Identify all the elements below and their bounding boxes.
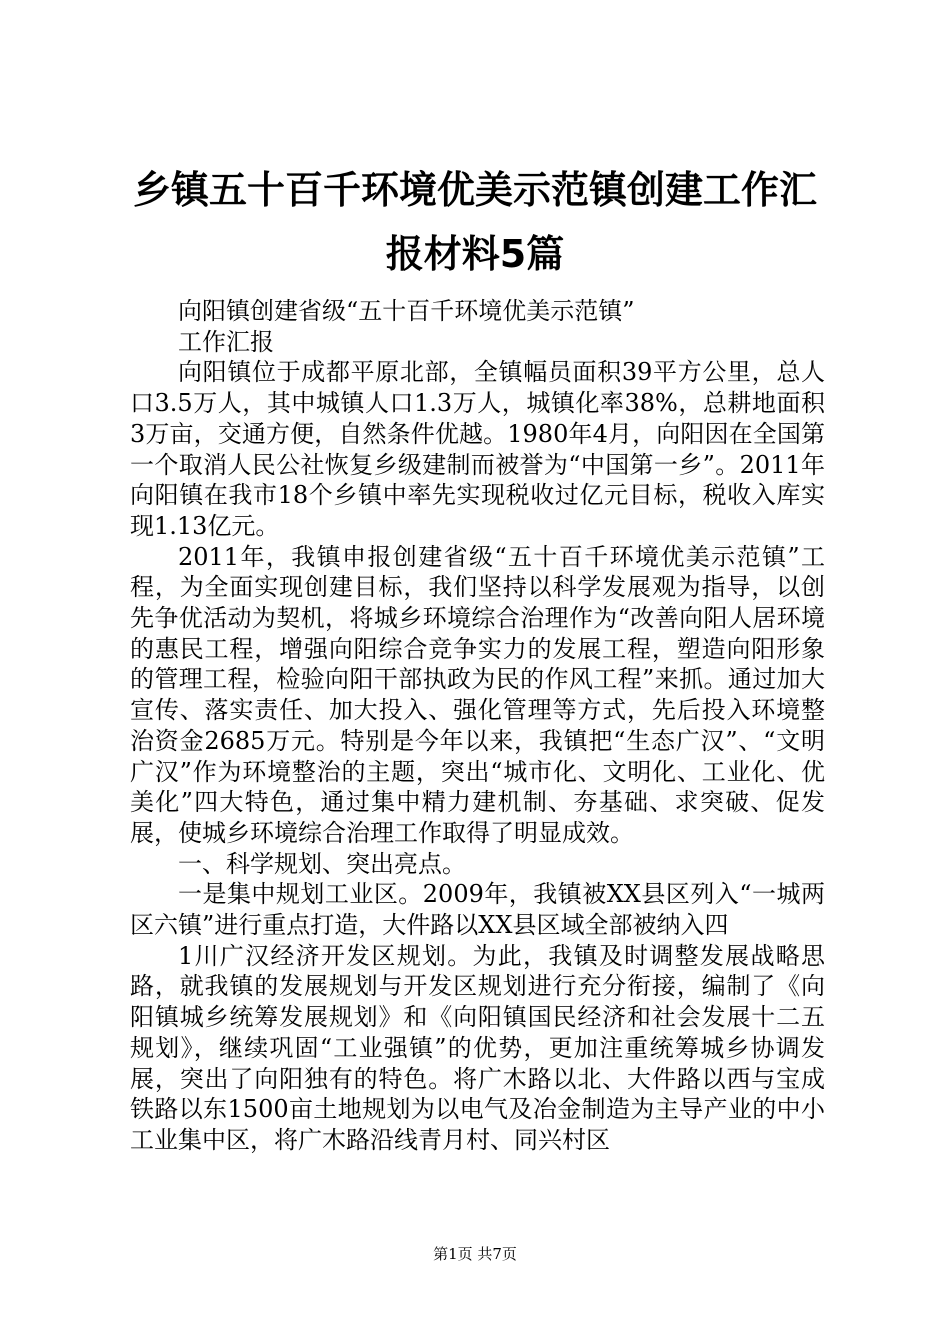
document-body xyxy=(130,296,825,1156)
paragraph-section-one: 一、科学规划、突出亮点。 xyxy=(178,849,466,878)
paragraph-heading-line: 向阳镇创建省级“五十百千环境优美示范镇” xyxy=(178,297,635,325)
paragraph-intro: 向阳镇位于成都平原北部，全镇幅员面积39平方公里，总人口3.5万人，其中城镇人口1.3万人，城镇化率38%，总耕地面积3万亩，交通方便，自然条件优越。1980年4月，向阳因在全国第一个取消人民公社恢复乡级建制而被誉为“中国第一乡”。2011年向阳镇在我市18个乡镇中率先实现税收过亿元目标，税收入库实现1.13亿元。 xyxy=(130,358,825,540)
paragraph-planning: 1川广汉经济开发区规划。为此，我镇及时调整发展战略思路，就我镇的发展规划与开发区规划进行充分衔接，编制了《向阳镇城乡统筹发展规划》和《向阳镇国民经济和社会发展十二五规划》，继续巩固“工业强镇”的优势，更加注重统筹城乡协调发展，突出了向阳独有的特色。将广木路以北、大件路以西与宝成铁路以东1500亩土地规划为以电气及冶金制造为主导产业的中小工业集中区，将广木路沿线青月村、同兴村区 xyxy=(130,941,825,1154)
paragraph-industrial-zone: 一是集中规划工业区。2009年，我镇被XX县区列入“一城两区六镇”进行重点打造，大件路以XX县区域全部被纳入四 xyxy=(130,880,825,940)
paragraph-report-label: 工作汇报 xyxy=(178,327,274,356)
document-title: 乡镇五十百千环境优美示范镇创建工作汇报材料5篇 xyxy=(132,168,817,276)
page-footer: 第1页 共7页 xyxy=(433,1245,517,1263)
paragraph-2011: 2011年，我镇申报创建省级“五十百千环境优美示范镇”工程，为全面实现创建目标，我们坚持以科学发展观为指导，以创先争优活动为契机，将城乡环境综合治理作为“改善向阳人居环境的惠民工程，增强向阳综合竞争实力的发展工程，塑造向阳形象的管理工程，检验向阳干部执政为民的作风工程”来抓。通过加大宣传、落实责任、加大投入、强化管理等方式，先后投入环境整治资金2685万元。特别是今年以来，我镇把“生态广汉”、“文明广汉”作为环境整治的主题，突出“城市化、文明化、工业化、优美化”四大特色，通过集中精力建机制、夯基础、求突破、促发展，使城乡环境综合治理工作取得了明显成效。 xyxy=(130,542,825,847)
